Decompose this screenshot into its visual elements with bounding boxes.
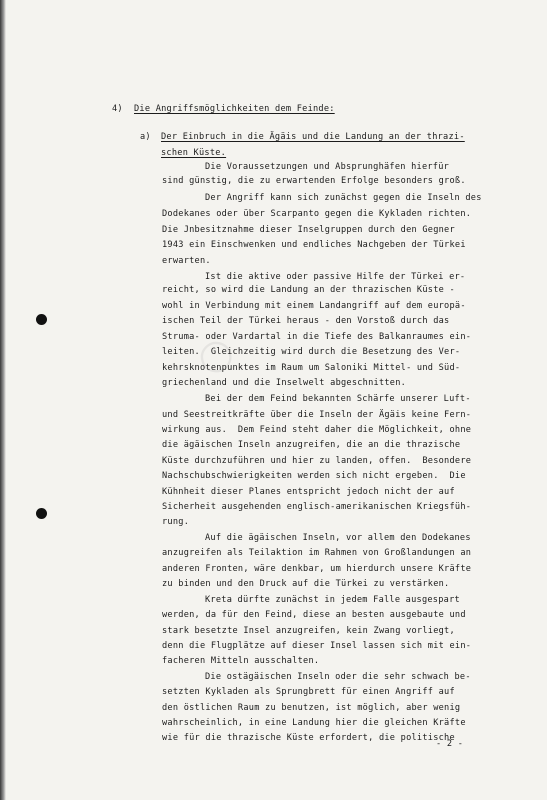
body-line: Die Jnbesitznahme dieser Inselgruppen durch den Gegner [162, 225, 455, 235]
body-line: Dodekanes oder über Scarpanto gegen die Kykladen richten. [162, 209, 472, 219]
body-line: ischen Teil der Türkei heraus - den Vorstoß durch das [162, 316, 450, 326]
body-line: denn die Flugplätze auf dieser Insel lassen sich mit ein- [162, 641, 472, 651]
body-line: Ist die aktive oder passive Hilfe der Türkei er- [205, 272, 466, 282]
body-line: anderen Fronten, wäre denkbar, um hierdurch unsere Kräfte [162, 564, 472, 574]
section-number: 4) [112, 104, 123, 114]
section-title: Die Angriffsmöglichkeiten dem Feinde: [134, 104, 335, 114]
body-line: Sicherheit ausgehenden englisch-amerikanischen Kriegsfüh- [162, 502, 472, 512]
body-line: anzugreifen als Teilaktion im Rahmen von Großlandungen an [162, 548, 472, 558]
page-number: - 2 - [436, 739, 464, 749]
body-line: und Seestreitkräfte über die Inseln der Ägäis keine Fern- [162, 410, 472, 420]
body-line: wie für die thrazische Küste erfordert, die politische [162, 733, 455, 743]
body-line: rung. [162, 517, 190, 527]
body-line: leiten. Gleichzeitig wird durch die Besetzung des Ver- [162, 347, 461, 357]
body-line: Kreta dürfte zunächst in jedem Falle ausgespart [205, 595, 460, 605]
body-line: facheren Mitteln ausschalten. [162, 656, 320, 666]
body-line: sind günstig, die zu erwartenden Erfolge besonders groß. [162, 176, 466, 186]
body-line: zu binden und den Druck auf die Türkei zu verstärken. [162, 579, 450, 589]
subsection-title: schen Küste. [161, 148, 227, 158]
body-line: Der Angriff kann sich zunächst gegen die Inseln des [205, 193, 482, 203]
body-line: die ägäischen Inseln anzugreifen, die an die thrazische [162, 440, 461, 450]
body-line: reicht, so wird die Landung an der thrazischen Küste - [162, 285, 455, 295]
body-line: Kühnheit dieser Planes entspricht jedoch nicht der auf [162, 487, 455, 497]
body-line: setzten Kykladen als Sprungbrett für einen Angriff auf [162, 687, 455, 697]
body-line: Struma- oder Vardartal in die Tiefe des Balkanraumes ein- [162, 332, 472, 342]
scan-edge [0, 0, 6, 800]
faint-stamp: ○ [191, 326, 240, 382]
body-line: 1943 ein Einschwenken und endliches Nachgeben der Türkei [162, 240, 466, 250]
punch-hole [36, 508, 47, 519]
body-line: erwarten. [162, 256, 211, 266]
subsection-title: Der Einbruch in die Ägäis und die Landung an der thrazi- [161, 132, 465, 142]
body-line: griechenland und die Inselwelt abgeschnitten. [162, 378, 407, 388]
body-line: stark besetzte Insel anzugreifen, kein Zwang vorliegt, [162, 626, 455, 636]
body-line: Die Voraussetzungen und Absprunghäfen hierfür [205, 162, 450, 172]
body-line: wahrscheinlich, in eine Landung hier die gleichen Kräfte [162, 718, 466, 728]
body-line: Auf die ägäischen Inseln, vor allem den Dodekanes [205, 533, 471, 543]
body-line: kehrsknotenpunktes im Raum um Saloniki Mittel- und Süd- [162, 363, 461, 373]
subsection-label: a) [140, 132, 151, 142]
body-line: wirkung aus. Dem Feind steht daher die Möglichkeit, ohne [162, 425, 472, 435]
body-line: werden, da für den Feind, diese an besten ausgebaute und [162, 610, 466, 620]
body-line: Küste durchzuführen und hier zu landen, offen. Besondere [162, 456, 472, 466]
body-line: Bei der dem Feind bekannten Schärfe unserer Luft- [205, 394, 471, 404]
punch-hole [36, 314, 47, 325]
body-line: Nachschubschwierigkeiten werden sich nicht ergeben. Die [162, 471, 466, 481]
body-line: Die ostägäischen Inseln oder die sehr schwach be- [205, 672, 471, 682]
body-line: wohl in Verbindung mit einem Landangriff auf dem europä- [162, 301, 466, 311]
body-line: den östlichen Raum zu benutzen, ist möglich, aber wenig [162, 703, 461, 713]
